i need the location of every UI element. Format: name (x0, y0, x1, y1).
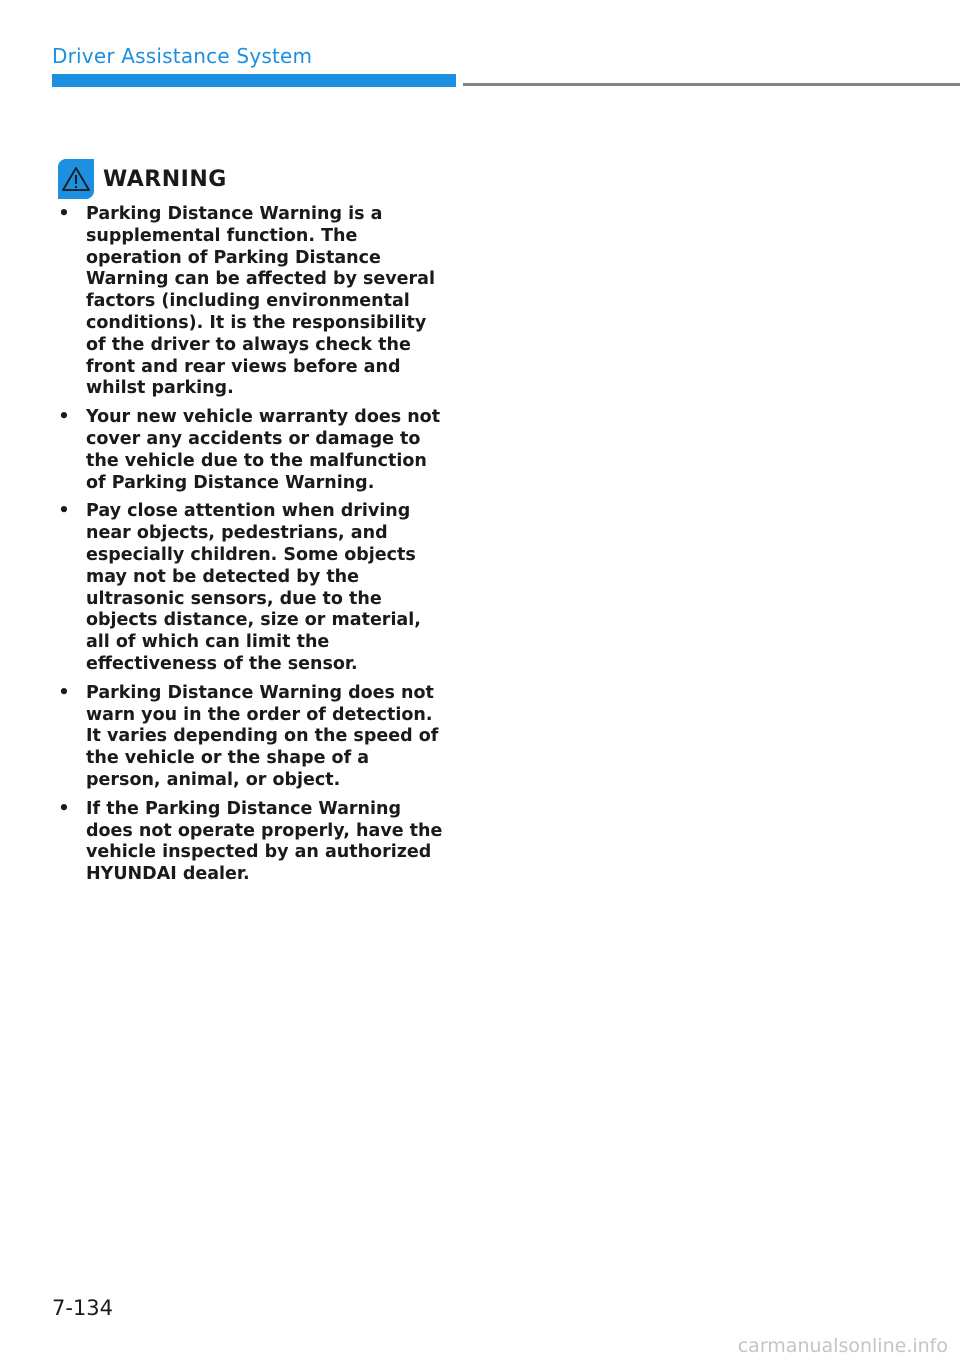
watermark: carmanualsonline.info (737, 1335, 948, 1357)
warning-item-text: Your new vehicle warranty does not cover any accidents or damage to the vehicle due to the malfunction of Parking Distance Warning. (86, 407, 441, 493)
warning-item (58, 407, 448, 494)
warning-item-text: If the Parking Distance Warning does not operate properly, have the vehicle inspected by an authorized HYUNDAI dealer. (86, 798, 443, 885)
warning-item-text: Parking Distance Warning is a supplemental function. The operation of Parking Distance Warning can be affected by several factors (including environmental conditions). It is the responsibility of the driver to always check the front and rear views before and whilst parking. (86, 204, 435, 399)
warning-item (58, 799, 448, 886)
warning-item (58, 683, 448, 792)
warning-item (58, 501, 448, 675)
warning-header (58, 158, 227, 200)
warning-triangle-icon (58, 159, 94, 199)
warning-list (58, 204, 448, 893)
bullet-icon: • (58, 407, 70, 428)
bullet-icon: • (58, 682, 70, 703)
section-title: Driver Assistance System (52, 44, 313, 68)
bullet-icon: • (58, 798, 70, 819)
warning-item-text: Parking Distance Warning does not warn you in the order of detection. It varies depending on the speed of the vehicle or the shape of a person, animal, or object. (86, 682, 439, 790)
bullet-icon: • (58, 501, 70, 522)
header-rule (463, 83, 960, 86)
warning-item (58, 204, 448, 400)
header-rule-accent (52, 74, 456, 87)
bullet-icon: • (58, 204, 70, 224)
page-number: 7-134 (52, 1296, 114, 1320)
warning-item-text: Pay close attention when driving near objects, pedestrians, and especially children. Some objects may not be detected by the ultrasonic sensors, due to the objects distance, size or material, all of which can limit the effectiveness of the sensor. (86, 501, 421, 674)
warning-label: WARNING (103, 166, 227, 192)
